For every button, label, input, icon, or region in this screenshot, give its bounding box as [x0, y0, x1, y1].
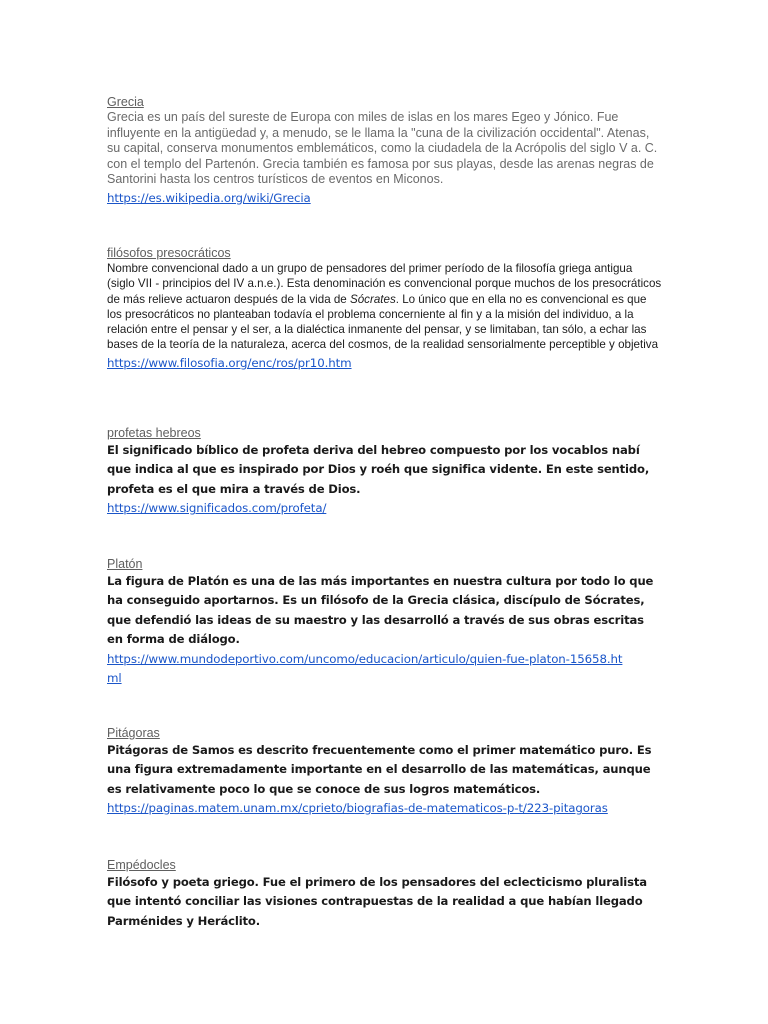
entry-link[interactable]: https://www.significados.com/profeta/: [107, 501, 327, 516]
entry-link[interactable]: https://paginas.matem.unam.mx/cprieto/biografias-de-matematicos-p-t/223-pitagoras: [107, 801, 608, 816]
entry-body: Grecia es un país del sureste de Europa con miles de islas en los mares Egeo y Jónico. Fue influyente en la antigüedad y, a menudo, se le llama la "cuna de la civilización occidental". Atenas, su capital, conserva monumentos emblemáticos, como la ciudadela de la Acrópolis del siglo V a. C. con el templo del Partenón. Grecia también es famosa por sus playas, desde las arenas negras de Santorini hasta los centros turísticos de eventos en Miconos.: [107, 110, 658, 186]
entry-body-italic: Sócrates: [349, 292, 396, 306]
entry-body: [107, 261, 662, 353]
entry-body-part: Nombre convencional dado a un grupo de pensadores del primer período de la filosofía griega antigua (siglo VII - principios del IV a.n.e.). Esta denominación es convencional porque muchos de los presocráticos de más relieve actuaron después de la vida de: [107, 262, 662, 306]
entry-platon: [107, 556, 662, 688]
entry-link[interactable]: https://www.mundodeportivo.com/uncomo/educacion/articulo/quien-fue-platon-15658.html: [107, 651, 623, 686]
entry-title: Empédocles: [107, 858, 176, 872]
entry-title: profetas hebreos: [107, 426, 201, 440]
entry-grecia: [107, 94, 662, 208]
entry-profetas-hebreos: [107, 425, 662, 519]
entry-pitagoras: [107, 725, 662, 819]
entry-body: Filósofo y poeta griego. Fue el primero de los pensadores del eclecticismo pluralista que intentó conciliar las visiones contrapuestas de la realidad a que habían llegado Parménides y Heráclito.: [107, 875, 647, 928]
entry-presocraticos: [107, 245, 662, 373]
entry-empedocles: [107, 857, 662, 931]
entry-body: La figura de Platón es una de las más importantes en nuestra cultura por todo lo que ha conseguido aportarnos. Es un filósofo de la Grecia clásica, discípulo de Sócrates, que defendió las ideas de su maestro y las desarrolló a través de sus obras escritas en forma de diálogo.: [107, 574, 654, 647]
entry-body: Pitágoras de Samos es descrito frecuentemente como el primer matemático puro. Es una figura extremadamente importante en el desarrollo de las matemáticas, aunque es relativamente poco lo que se conoce de sus logros matemáticos.: [107, 743, 652, 796]
entry-body: El significado bíblico de profeta deriva del hebreo compuesto por los vocablos nabí que indica al que es inspirado por Dios y roéh que significa vidente. En este sentido, profeta es el que mira a través de Dios.: [107, 443, 650, 496]
entry-title: Pitágoras: [107, 726, 160, 740]
entry-title: Platón: [107, 557, 143, 571]
entry-body-part: . Lo único que en ella no es convencional es que los presocráticos no planteaban todavía el problema concerniente al fin y a la misión del individuo, a la relación entre el pensar y el ser, a la dialéctica inmanente del pensar, y se limitaban, tan sólo, a echar las bases de la teoría de la naturaleza, acerca del cosmos, de la realidad sensorialmente perceptible y objetiva: [107, 292, 659, 352]
entry-title: Grecia: [107, 95, 144, 109]
entry-link[interactable]: https://www.filosofia.org/enc/ros/pr10.htm: [107, 355, 352, 370]
entry-link[interactable]: https://es.wikipedia.org/wiki/Grecia: [107, 190, 311, 205]
entry-title: filósofos presocráticos: [107, 246, 231, 260]
